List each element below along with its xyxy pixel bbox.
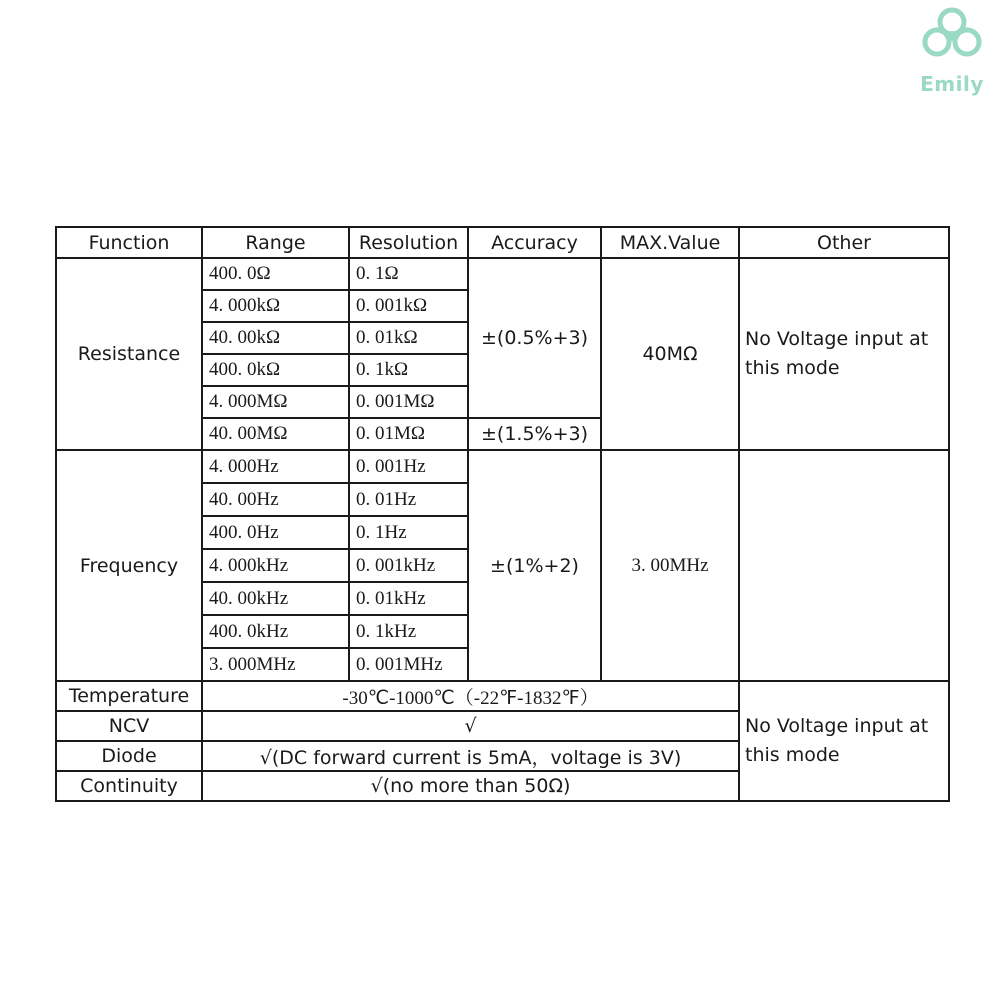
- function-temperature: Temperature: [56, 681, 202, 711]
- header-range: Range: [202, 227, 349, 258]
- range-cell: 400. 0Ω: [202, 258, 349, 290]
- range-cell: 4. 000kΩ: [202, 290, 349, 322]
- resolution-cell: 0. 01Hz: [349, 483, 468, 516]
- other-frequency: [739, 450, 949, 681]
- function-resistance: Resistance: [56, 258, 202, 450]
- function-ncv: NCV: [56, 711, 202, 741]
- function-diode: Diode: [56, 741, 202, 771]
- header-accuracy: Accuracy: [468, 227, 601, 258]
- accuracy-resistance-high: ±(1.5%+3): [468, 418, 601, 450]
- flower-logo-icon: [920, 6, 984, 70]
- resolution-cell: 0. 01kHz: [349, 582, 468, 615]
- range-cell: 40. 00kΩ: [202, 322, 349, 354]
- range-cell: 3. 000MHz: [202, 648, 349, 681]
- range-cell: 400. 0kΩ: [202, 354, 349, 386]
- diode-value: √(DC forward current is 5mA，voltage is 3V): [202, 741, 739, 771]
- function-continuity: Continuity: [56, 771, 202, 801]
- resolution-cell: 0. 001kΩ: [349, 290, 468, 322]
- resolution-cell: 0. 01MΩ: [349, 418, 468, 450]
- temperature-value: -30℃-1000℃（-22℉-1832℉）: [202, 681, 739, 711]
- accuracy-resistance: ±(0.5%+3): [468, 258, 601, 418]
- other-bottom: No Voltage input at this mode: [739, 681, 949, 801]
- resolution-cell: 0. 1Ω: [349, 258, 468, 290]
- ncv-value: √: [202, 711, 739, 741]
- range-cell: 40. 00Hz: [202, 483, 349, 516]
- range-cell: 40. 00kHz: [202, 582, 349, 615]
- resolution-cell: 0. 001Hz: [349, 450, 468, 483]
- header-other: Other: [739, 227, 949, 258]
- resolution-cell: 0. 1Hz: [349, 516, 468, 549]
- header-resolution: Resolution: [349, 227, 468, 258]
- range-cell: 400. 0kHz: [202, 615, 349, 648]
- resolution-cell: 0. 001kHz: [349, 549, 468, 582]
- logo-text: Emily: [920, 72, 984, 96]
- accuracy-frequency: ±(1%+2): [468, 450, 601, 681]
- table-row: [56, 681, 949, 711]
- spec-table: [55, 226, 950, 802]
- resolution-cell: 0. 001MHz: [349, 648, 468, 681]
- other-resistance: No Voltage input at this mode: [739, 258, 949, 450]
- range-cell: 4. 000MΩ: [202, 386, 349, 418]
- range-cell: 4. 000kHz: [202, 549, 349, 582]
- resolution-cell: 0. 1kΩ: [349, 354, 468, 386]
- continuity-value: √(no more than 50Ω): [202, 771, 739, 801]
- range-cell: 4. 000Hz: [202, 450, 349, 483]
- range-cell: 400. 0Hz: [202, 516, 349, 549]
- function-frequency: Frequency: [56, 450, 202, 681]
- header-function: Function: [56, 227, 202, 258]
- header-max-value: MAX.Value: [601, 227, 739, 258]
- resolution-cell: 0. 1kHz: [349, 615, 468, 648]
- max-value-resistance: 40MΩ: [601, 258, 739, 450]
- resolution-cell: 0. 001MΩ: [349, 386, 468, 418]
- max-value-frequency: 3. 00MHz: [601, 450, 739, 681]
- table-row: [56, 450, 949, 483]
- range-cell: 40. 00MΩ: [202, 418, 349, 450]
- brand-logo: [912, 6, 992, 98]
- header-row: [56, 227, 949, 258]
- table-row: [56, 258, 949, 290]
- resolution-cell: 0. 01kΩ: [349, 322, 468, 354]
